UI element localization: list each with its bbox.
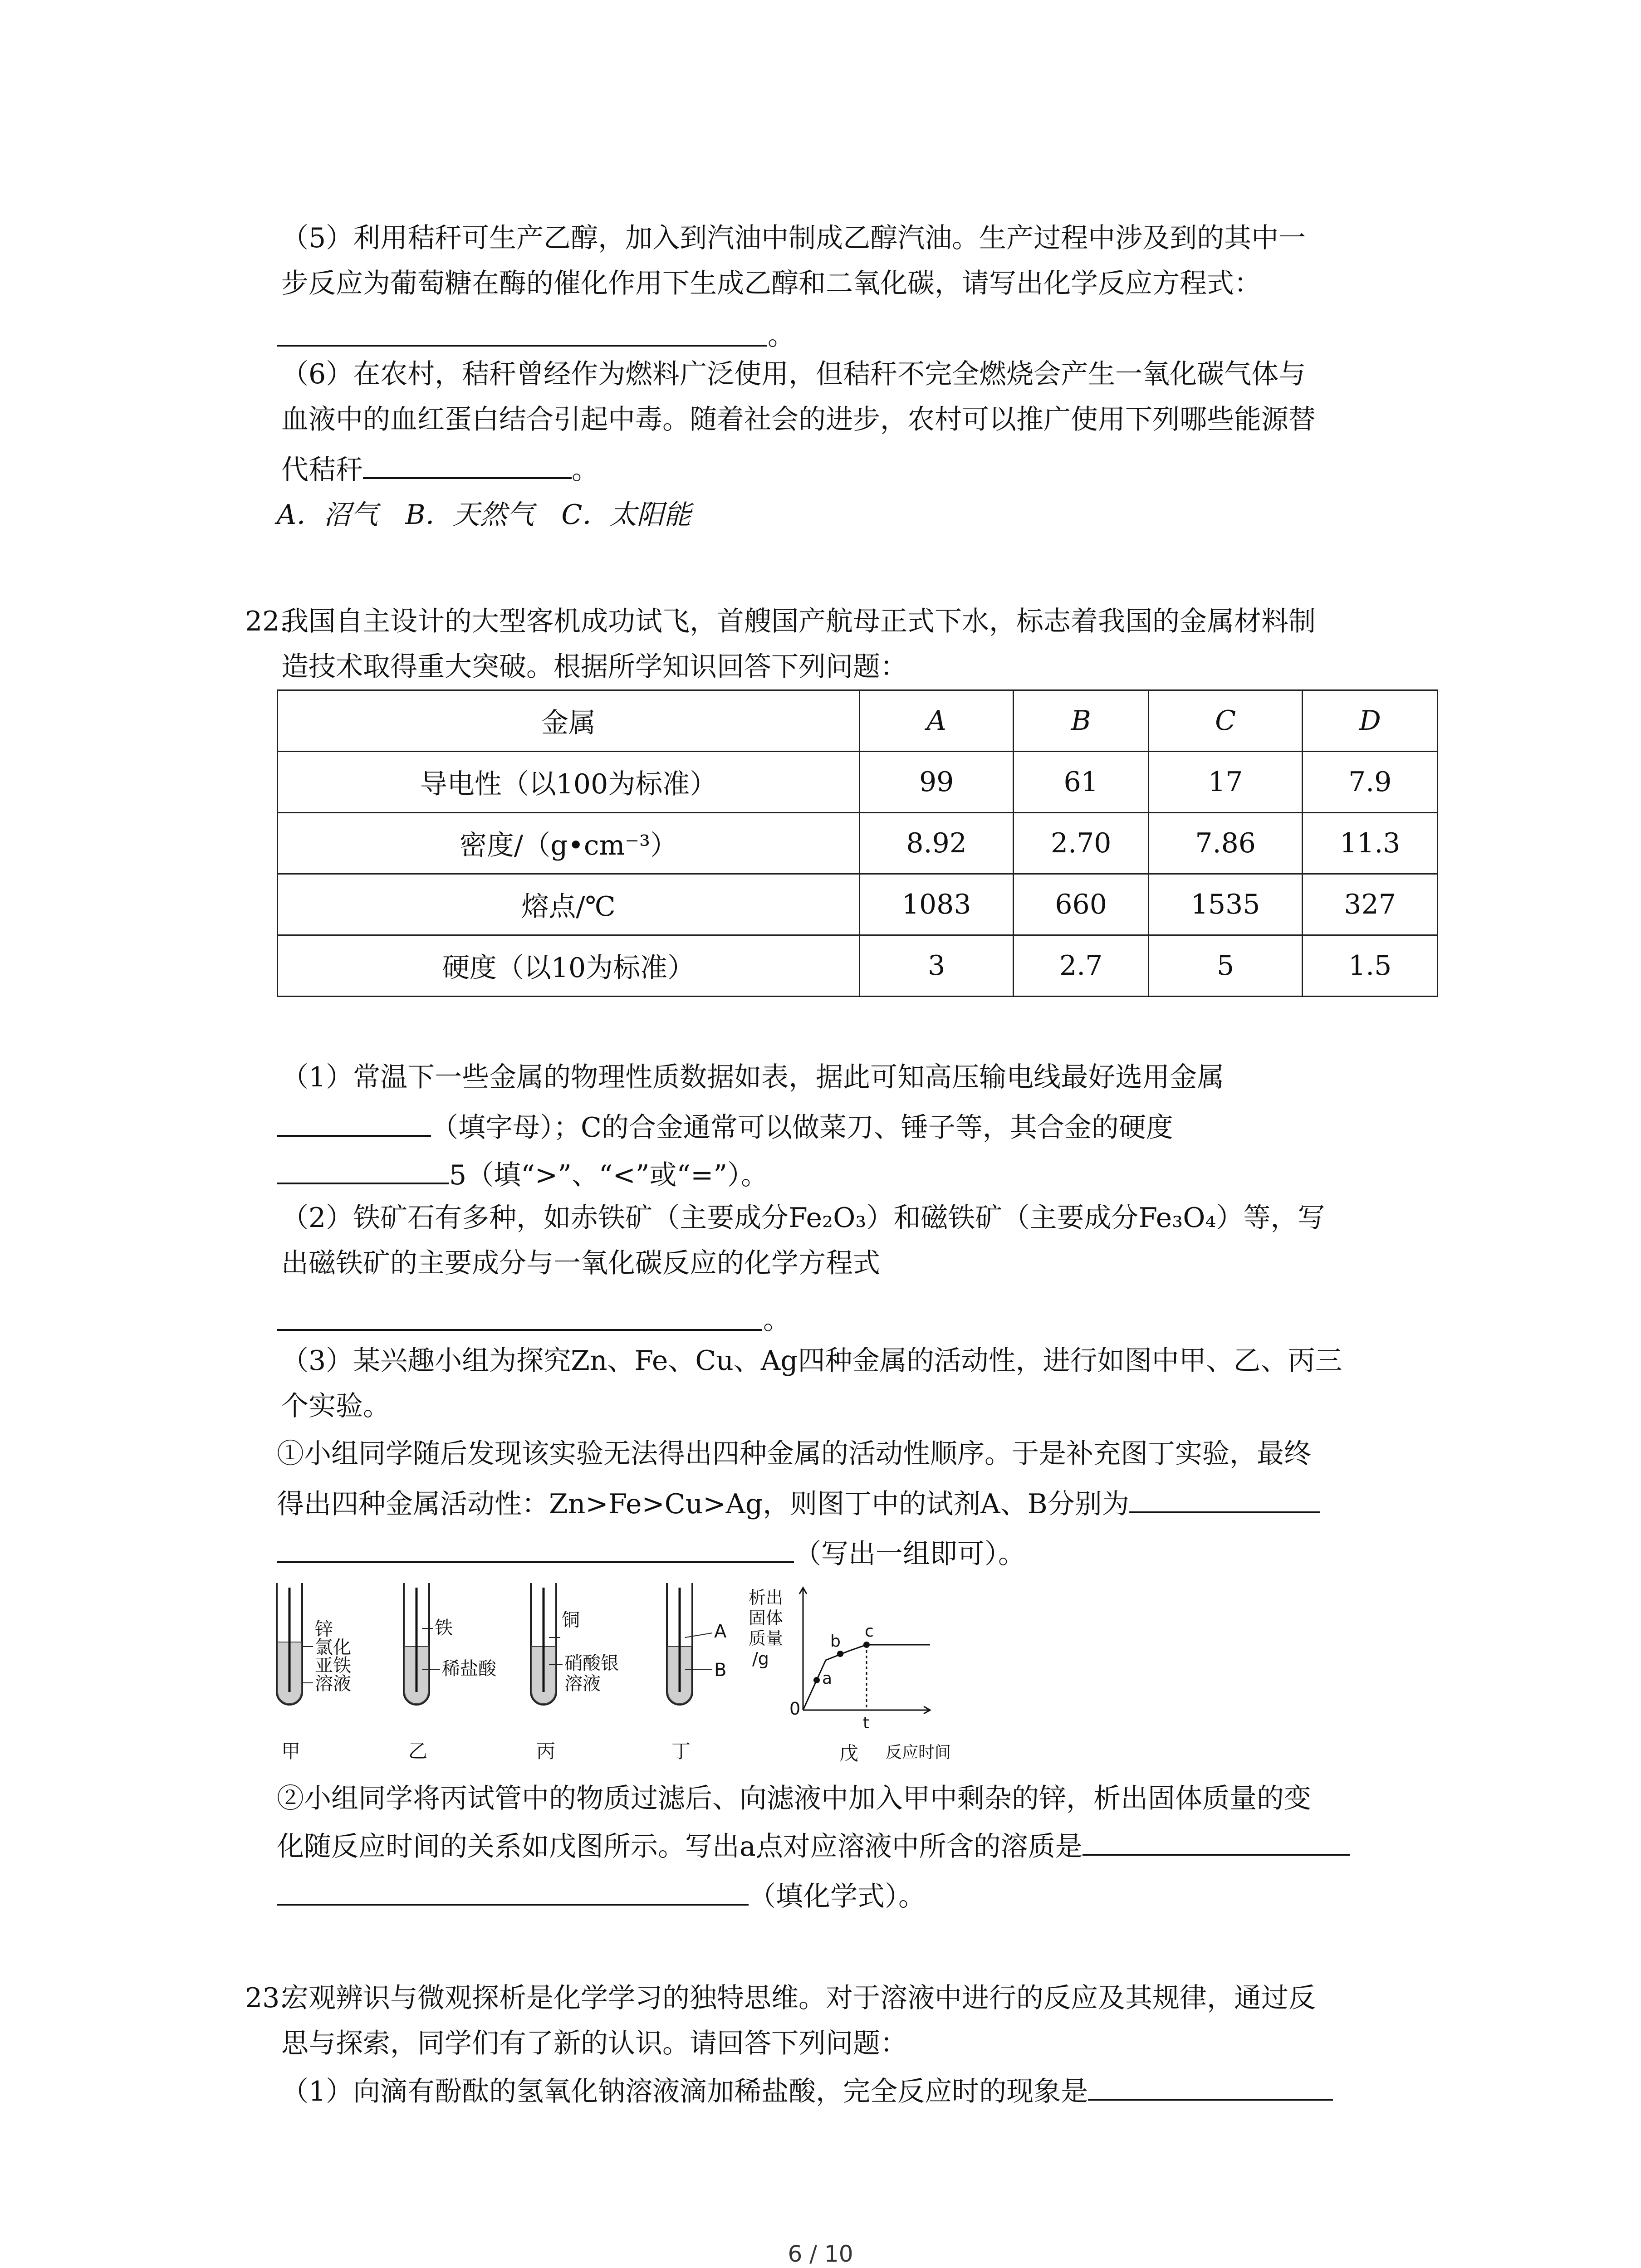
page-number: 6 / 10 [788,2241,853,2267]
graph-ylabel-4: /g [752,1649,769,1669]
table-cell: 7.86 [1148,813,1302,874]
q21-p5-end: 。 [768,320,795,352]
tube-bing-label-1: 铜 [562,1610,580,1631]
q22-intro-line2: 造技术取得重大突破。根据所学知识回答下列问题： [281,651,907,683]
table-row [278,935,1438,997]
q21-p6-end: 。 [572,454,599,486]
q22-s2-solute-blank-1[interactable] [1083,1826,1350,1856]
table-cell: 99 [860,752,1014,813]
q21-p6-line3-text: 代秸秆 [281,454,363,486]
table-header-row [278,690,1438,752]
table-row [278,874,1438,935]
table-row [278,813,1438,874]
table-cell: 61 [1014,752,1149,813]
table-cell: 熔点/℃ [278,874,860,935]
table-header-cell: A [860,690,1014,752]
q22-s1-reagents-blank-1[interactable] [1129,1483,1320,1513]
q21-p6-line1: （6）在农村，秸秆曾经作为燃料广泛使用，但秸秆不完全燃烧会产生一氧化碳气体与 [281,358,1306,390]
q22-number: 22. [245,606,289,637]
tube-bing-label-3: 溶液 [564,1673,601,1694]
q23-number: 23. [245,1982,289,2014]
q22-s2-line2 [277,1826,1350,1865]
table-cell: 7.9 [1303,752,1438,813]
q22-p2-line1: （2）铁矿石有多种，如赤铁矿（主要成分Fe₂O₃）和磁铁矿（主要成分Fe₃O₄）等，写 [281,1202,1325,1234]
graph-point-a [813,1677,820,1683]
caption-ding: 丁 [671,1740,691,1762]
caption-bing: 丙 [536,1740,556,1762]
q21-p5-answer-blank[interactable] [277,345,767,347]
table-cell: 导电性（以100为标准） [278,752,860,813]
q22-p1-line2-text: （填字母）；C的合金通常可以做菜刀、锤子等，其合金的硬度 [431,1112,1173,1144]
tube-bing-label-2: 硝酸银 [564,1653,619,1674]
q22-p1-line3 [277,1154,768,1193]
graph-label-a: a [822,1669,833,1688]
metal-properties-table [277,689,1438,997]
q23-p1-line1-text: （1）向滴有酚酞的氢氧化钠溶液滴加稀盐酸，完全反应时的现象是 [281,2076,1088,2107]
tube-ding-label-a: A [714,1621,727,1642]
table-header-cell: B [1014,690,1149,752]
q22-intro-line1: 我国自主设计的大型客机成功试飞，首艘国产航母正式下水，标志着我国的金属材料制 [281,606,1316,637]
table-cell: 327 [1303,874,1438,935]
q22-s2-line3 [277,1876,926,1915]
tube-ding-label-b: B [714,1660,727,1681]
table-cell: 密度/（g•cm⁻³） [278,813,860,874]
q22-s2-line1: ②小组同学将丙试管中的物质过滤后、向滤液中加入甲中剩杂的锌，析出固体质量的变 [277,1783,1311,1814]
q22-s1-line3-text: （写出一组即可）。 [794,1538,1025,1570]
tube-jia-label-3: 亚铁 [315,1655,351,1676]
table-cell: 1.5 [1303,935,1438,997]
graph-xlabel: 反应时间 [886,1743,951,1762]
table-cell: 660 [1014,874,1149,935]
q21-p6-line2: 血液中的血红蛋白结合引起中毒。随着社会的进步，农村可以推广使用下列哪些能源替 [281,404,1316,435]
q22-p1-line3-text: 5（填“>”、“<”或“=”）。 [449,1159,769,1191]
q22-p3-line2: 个实验。 [281,1390,390,1422]
table-header-cell: D [1303,690,1438,752]
q23-intro-line1: 宏观辨识与微观探析是化学学习的独特思维。对于溶液中进行的反应及其规律，通过反 [281,1982,1316,2014]
caption-wu: 戊 [839,1742,859,1765]
graph-label-t: t [863,1714,870,1732]
q22-s1-line3 [277,1533,1025,1572]
q23-intro-line2: 思与探索，同学们有了新的认识。请回答下列问题： [281,2028,907,2059]
q21-p5-line2: 步反应为葡萄糖在酶的催化作用下生成乙醇和二氧化碳，请写出化学反应方程式： [281,268,1261,299]
q22-s2-line2-text: 化随反应时间的关系如戊图所示。写出a点对应溶液中所含的溶质是 [277,1831,1083,1862]
q22-p2-equation-blank[interactable] [277,1329,762,1331]
graph-point-c [863,1642,870,1648]
table-cell: 11.3 [1303,813,1438,874]
graph-origin: 0 [789,1699,801,1719]
table-header-cell: C [1148,690,1302,752]
tube-yi-label-1: 铁 [435,1618,453,1638]
table-cell: 1083 [860,874,1014,935]
table-header-cell: 金属 [278,690,860,752]
q21-p6-answer-blank[interactable] [363,449,572,479]
q21-p5-line1: （5）利用秸秆可生产乙醇，加入到汽油中制成乙醇汽油。生产过程中涉及到的其中一 [281,222,1306,254]
q22-s2-line3-text: （填化学式）。 [749,1881,926,1912]
q22-s1-line2-text: 得出四种金属活动性：Zn>Fe>Cu>Ag，则图丁中的试剂A、B分别为 [277,1488,1129,1520]
q22-s1-reagents-blank-2[interactable] [277,1533,794,1563]
graph-point-b [837,1651,843,1657]
graph-ylabel-3: 质量 [749,1628,784,1648]
graph-label-c: c [865,1622,874,1641]
tube-jia-label-1: 锌 [315,1619,333,1640]
q22-p1-line2 [277,1107,1173,1146]
q21-options: A．沼气 B．天然气 C．太阳能 [277,499,691,531]
q22-p2-line2: 出磁铁矿的主要成分与一氧化碳反应的化学方程式 [281,1247,880,1279]
q22-s2-solute-blank-2[interactable] [277,1876,749,1906]
q22-s1-line2 [277,1483,1320,1522]
table-cell: 5 [1148,935,1302,997]
table-cell: 17 [1148,752,1302,813]
q22-s1-line1: ①小组同学随后发现该实验无法得出四种金属的活动性顺序。于是补充图丁实验，最终 [277,1438,1311,1470]
q22-p2-end: 。 [763,1304,790,1336]
q23-p1-phenomenon-blank[interactable] [1088,2071,1333,2101]
table-cell: 硬度（以10为标准） [278,935,860,997]
graph-label-b: b [830,1632,841,1651]
q21-p6-line3 [281,449,599,488]
q23-p1-line1 [281,2071,1333,2110]
experiment-figure [268,1579,994,1769]
table-cell: 2.7 [1014,935,1149,997]
caption-jia: 甲 [281,1740,301,1762]
tube-jia-label-2: 氯化 [315,1637,351,1658]
tube-jia-label-4: 溶液 [315,1673,351,1694]
table-row [278,752,1438,813]
q22-p3-line1: （3）某兴趣小组为探究Zn、Fe、Cu、Ag四种金属的活动性，进行如图中甲、乙、丙三 [281,1345,1342,1377]
tube-yi-label-2: 稀盐酸 [442,1658,496,1679]
caption-yi: 乙 [408,1740,428,1762]
graph-ylabel-2: 固体 [749,1608,784,1628]
graph-ylabel-1: 析出 [749,1588,784,1608]
q22-p1-metal-blank[interactable] [277,1107,431,1137]
table-cell: 1535 [1148,874,1302,935]
table-cell: 2.70 [1014,813,1149,874]
table-cell: 3 [860,935,1014,997]
table-cell: 8.92 [860,813,1014,874]
q22-p1-hardness-blank[interactable] [277,1154,449,1184]
q22-p1-line1: （1）常温下一些金属的物理性质数据如表，据此可知高压输电线最好选用金属 [281,1061,1225,1093]
